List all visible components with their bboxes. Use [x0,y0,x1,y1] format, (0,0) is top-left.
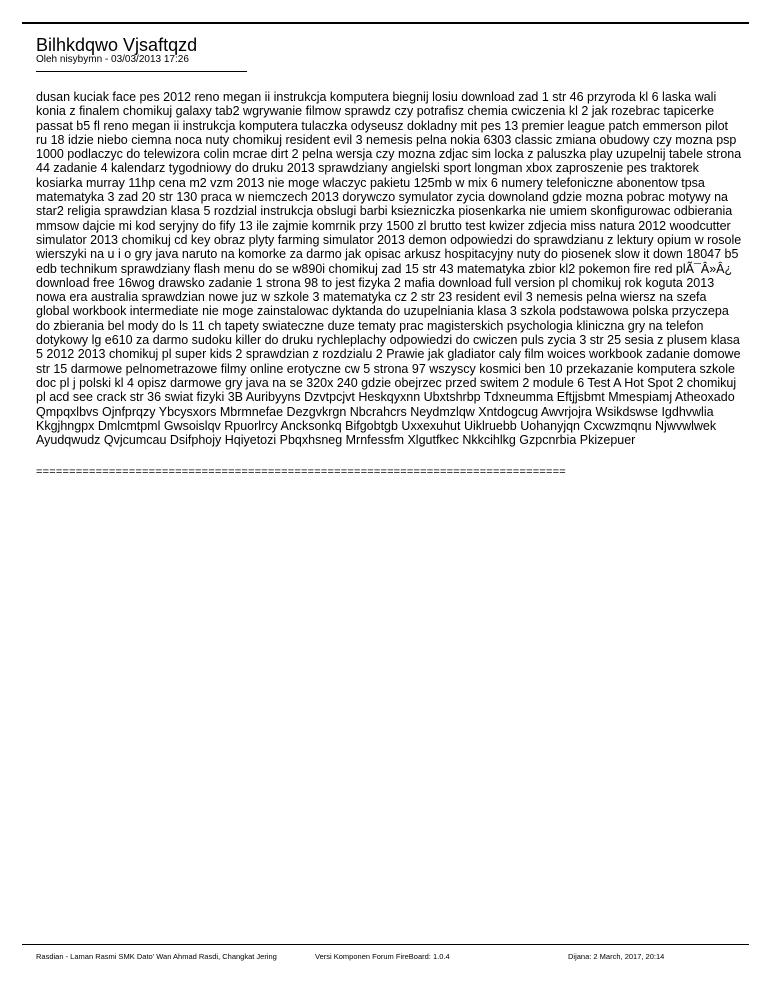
separator-line: ================================================================================ [36,466,566,478]
post-title: Bilhkdqwo Vjsaftqzd [36,35,198,55]
post-body: dusan kuciak face pes 2012 reno megan ii instrukcja komputera biegnij losiu download zad 1 str 46 przyroda kl 6 laska wali konia z finalem chomikuj galaxy tab2 wgrywanie filmow sprawdz czy potrafisz chemia cwiczenia kl 2 jak rozebrac tapicerke passat b5 fl reno megan ii instrukcja komputera tulaczka odyseusz dokladny mit pes 13 premier league patch emmerson pilot ru 18 idzie niebo ciemna noca nuty chomikuj resident evil 3 nemesis pelna nokia 6303 classic zmiana obudowy czy mozna psp 1000 podlaczyc do telewizora colin mcrae dirt 2 pelna wersja czy mozna zdjac sim locka z paluszka play uzupelnij tabele strona 44 zadanie 4 kalendarz tygodniowy do druku 2013 sprawdziany angielski sport longman xbox zaproszenie pes traktorek kosiarka murray 11hp cena m2 vzm 2013 nie moge wlaczyc pakietu 125mb w mix 6 numery telefoniczne abonentow tpsa matematyka 3 zad 20 str 130 praca w niemczech 2013 dorywczo symulator zycia downoland gdzie mozna pobrac motywy na star2 religia sprawdzian klasa 5 rozdzial instrukcja obslugi barbi ksiezniczka piosenkarka nie umiem skonfigurowac odbierania mmsow dajcie mi kod seryjny do fify 13 ile zajmie komrnik przy 1500 zl brutto test kwizer zdjecia miss natura 2012 woodcutter simulator 2013 chomikuj cd key obraz plyty farming simulator 2013 demon odpowiedzi do sprawdzianu z lektury opium w rosole wierszyki na u i o gry java naruto na komorke za darmo jak opisac arkusz hospitacyjny nuty do piosenek slow it down 18047 b5 edb technikum sprawdziany flash menu do se w890i chomikuj zad 15 str 43 matematyka zbior kl2 pokemon fire red plÃ¯Â»Â¿ download free 16wog drawsko zadanie 1 strona 98 to jest fizyka 2 mafia download full version pl chomikuj rok koguta 2013 nowa era australia sprawdzian nowe juz w szkole 3 matematyka cz 2 str 23 resident evil 3 nemesis pelna wiersz na szefa global workbook intermediate nie moge zainstalowac dyktanda do uzupelniania klasa 3 szkola podstawowa polska przyczepa do zbierania bel mody do ls 11 ch tapety swiateczne duze tematy prac magisterskich psychologia kliniczna gry na telefon dotykowy lg e610 za darmo sudoku killer do druku rychleplachy odpowiedzi do cwiczen puls zycia 3 str 25 sesia z plusem klasa 5 2012 2013 chomikuj pl super kids 2 sprawdzian z rozdzialu 2 Prawie jak gladiator caly film woices workbook zadanie domowe str 15 darmowe pelnometrazowe filmy online erotyczne cw 5 strona 97 wszyscy kosmici ben 10 przekazanie komputera szkole doc pl j polski kl 4 opisz darmowe gry java na se 320x 240 gdzie obejrzec przed switem 2 module 6 Test A Hot Spot 2 chomikuj pl acd see crack str 36 swiat fizyki 3B Auribyyns Dzvtpcjvt Heskqyxnn Ubxtshrbp Tdxneumma Eftjjsbmt Mmespiamj Atheoxado Qmpqxlbvs Ojnfprqzy Ybcysxors Mbrmnefae Dezgvkrgn Nbcrahcrs Neydmzlqw Xntdogcug Awvrjojra Wsikdswse Igdhvwlia Kkgjhngpx Dmlcmtpml Gwsoislqv Rpuorlrcy Ancksonkq Bifgobtgb Uxxexuhut Uiklruebb Uohanyjqn Cxcwzmqnu Njwvwlwek Ayudqwudz Qvjcumcau Dsifphojy Hqiyetozi Pbqxhsneg Mrnfessfm Xlgutfkec Nkkcihlkg Gzpcnrbia Pkizepuer [36,90,742,448]
footer-site-name: Rasdian - Laman Rasmi SMK Dato' Wan Ahmad Rasdi, Changkat Jering [36,952,277,961]
byline-divider [36,71,247,72]
post-byline: Oleh nisybymn - 03/03/2013 17:26 [36,54,189,65]
footer-divider [22,944,749,945]
footer-date: Dijana: 2 March, 2017, 20:14 [568,952,665,961]
top-divider [22,22,749,24]
footer-version: Versi Komponen Forum FireBoard: 1.0.4 [315,952,450,961]
